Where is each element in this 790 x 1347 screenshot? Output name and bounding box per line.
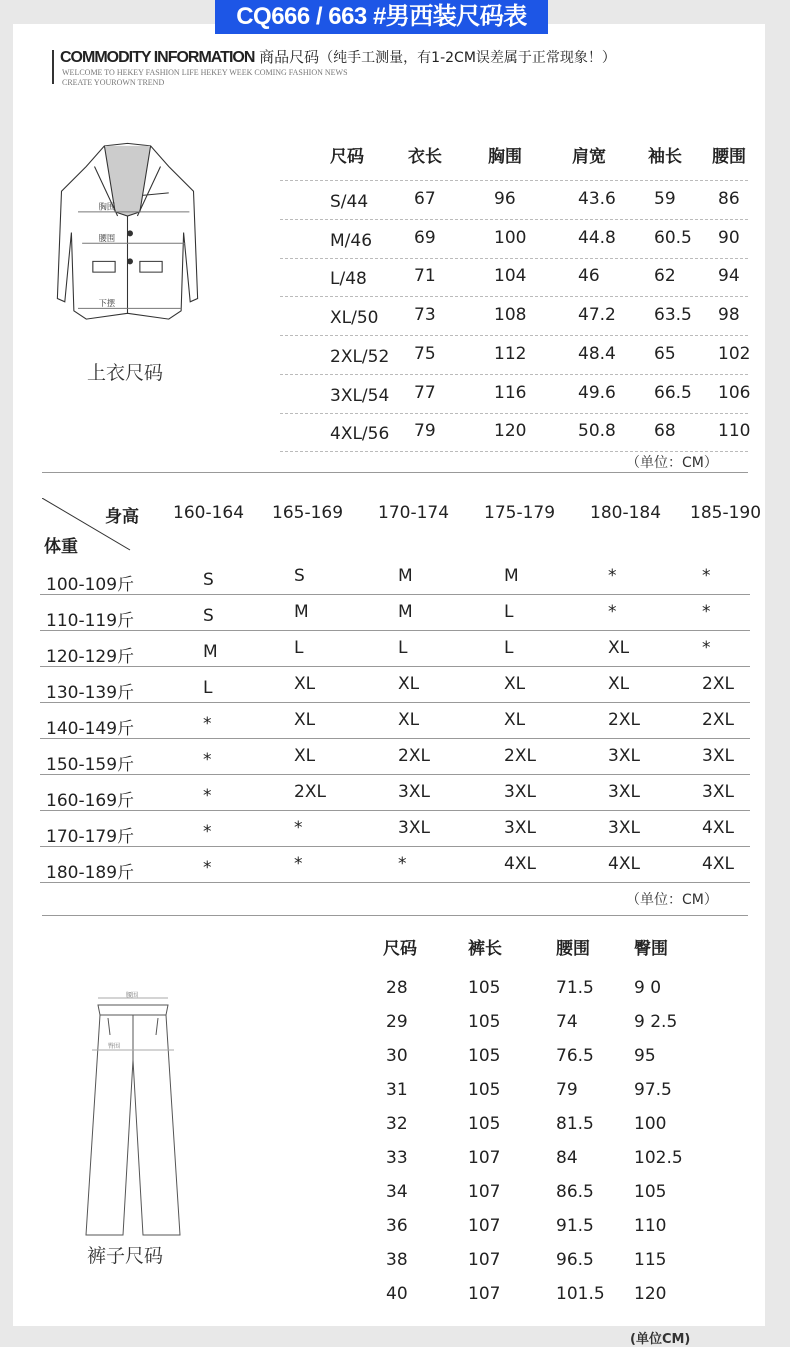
weight-range: 160-169斤: [46, 791, 135, 811]
jacket-caption: 上衣尺码: [87, 362, 164, 384]
table-cell: 4XL/56: [330, 424, 390, 445]
title-cn: 商品尺码: [259, 48, 320, 66]
table-cell: L/48: [330, 269, 367, 290]
size-cell: XL: [294, 674, 316, 694]
table-cell: 102.5: [634, 1148, 683, 1168]
size-cell: 3XL: [608, 818, 640, 838]
row-divider: [40, 882, 750, 883]
measure-note: （纯手工测量，有1-2CM误差属于正常现象！）: [319, 50, 616, 66]
size-cell: 2XL: [398, 746, 430, 766]
table-cell: 9 0: [634, 978, 662, 998]
table-cell: 31: [386, 1080, 408, 1100]
table-cell: 49.6: [578, 382, 616, 403]
size-cell: 3XL: [504, 818, 536, 838]
jacket-diagram: [45, 120, 210, 345]
table-cell: 48.4: [578, 343, 616, 364]
table-cell: 105: [468, 1114, 501, 1134]
chest-label: 胸围: [98, 201, 116, 212]
height-range: 160-164: [173, 503, 245, 523]
table-cell: 36: [386, 1216, 408, 1236]
size-cell: XL: [504, 710, 526, 730]
table-cell: XL/50: [330, 308, 379, 329]
table-cell: 96.5: [556, 1250, 594, 1270]
table-cell: 105: [468, 1046, 501, 1066]
table-cell: 105: [468, 1080, 501, 1100]
table-cell: S/44: [330, 192, 369, 212]
row-divider: [40, 630, 750, 631]
table-cell: 68: [654, 421, 676, 442]
weight-range: 170-179斤: [46, 827, 135, 847]
row-divider: [280, 413, 748, 414]
table-cell: 90: [718, 227, 740, 248]
size-cell: 3XL: [398, 782, 430, 802]
banner-title: CQ666 / 663 #男西装尺码表: [215, 0, 548, 34]
size-cell: 2XL: [294, 782, 326, 802]
table-cell: 69: [414, 227, 436, 248]
table-cell: 104: [494, 266, 527, 287]
size-cell: *: [608, 566, 617, 586]
table-cell: 101.5: [556, 1284, 605, 1304]
table-cell: 60.5: [654, 227, 692, 248]
size-cell: M: [203, 642, 218, 662]
size-cell: *: [702, 638, 711, 658]
table-cell: 96: [494, 189, 516, 209]
table-cell: 107: [468, 1250, 501, 1270]
table-cell: 86.5: [556, 1182, 594, 1202]
table-cell: 105: [468, 978, 501, 998]
column-header: 尺码: [383, 939, 417, 959]
size-cell: XL: [608, 674, 630, 694]
size-cell: *: [702, 566, 711, 586]
table-cell: 2XL/52: [330, 346, 390, 367]
table-cell: 44.8: [578, 227, 616, 248]
table-cell: 62: [654, 266, 676, 287]
table-cell: 116: [494, 382, 527, 403]
size-cell: *: [608, 602, 617, 622]
table-cell: 73: [414, 305, 436, 326]
table-cell: 84: [556, 1148, 578, 1168]
weight-range: 110-119斤: [46, 611, 135, 631]
height-range: 180-184: [590, 503, 662, 523]
table-cell: 32: [386, 1114, 408, 1134]
table-cell: 76.5: [556, 1046, 594, 1066]
table-cell: 100: [634, 1114, 667, 1134]
table-cell: 47.2: [578, 305, 616, 326]
hem-label: 下摆: [98, 297, 116, 308]
table-cell: 43.6: [578, 189, 616, 209]
table-cell: 105: [468, 1012, 501, 1032]
size-cell: 2XL: [504, 746, 536, 766]
pants-unit: (单位CM): [630, 1332, 691, 1347]
size-cell: *: [203, 714, 212, 734]
header-subtitle-1: WELCOME TO HEKEY FASHION LIFE HEKEY WEEK COMING FASHION NEWS: [62, 68, 348, 77]
table-cell: 98: [718, 305, 740, 326]
size-cell: M: [398, 602, 413, 622]
weight-range: 150-159斤: [46, 755, 135, 775]
size-cell: L: [294, 638, 304, 658]
row-divider: [280, 219, 748, 220]
size-cell: L: [203, 678, 213, 698]
pants-diagram: [78, 990, 188, 1240]
row-divider: [280, 335, 748, 336]
jacket-unit: （单位：CM）: [626, 455, 718, 471]
table-cell: M/46: [330, 230, 373, 251]
row-divider: [40, 774, 750, 775]
height-range: 175-179: [484, 503, 556, 523]
row-divider: [40, 738, 750, 739]
size-cell: 3XL: [398, 818, 430, 838]
size-cell: M: [398, 566, 413, 586]
size-cell: M: [294, 602, 309, 622]
table-cell: 33: [386, 1148, 408, 1168]
table-cell: 108: [494, 305, 527, 326]
table-cell: 106: [718, 382, 751, 403]
table-cell: 29: [386, 1012, 408, 1032]
table-cell: 112: [494, 343, 527, 364]
table-cell: 75: [414, 343, 436, 364]
column-header: 臀围: [634, 939, 668, 959]
size-cell: 3XL: [504, 782, 536, 802]
table-cell: 86: [718, 189, 740, 209]
table-cell: 107: [468, 1182, 501, 1202]
row-divider: [40, 846, 750, 847]
size-cell: 3XL: [702, 782, 734, 802]
size-cell: L: [398, 638, 408, 658]
size-cell: 4XL: [608, 854, 640, 874]
pants-hip-label: 臀围: [108, 1043, 121, 1050]
table-cell: 97.5: [634, 1080, 672, 1100]
size-cell: 3XL: [702, 746, 734, 766]
column-header: 腰围: [712, 147, 746, 167]
row-divider: [40, 594, 750, 595]
diagonal-divider: [42, 498, 134, 552]
size-cell: 2XL: [702, 674, 734, 694]
table-cell: 100: [494, 227, 527, 248]
row-divider: [280, 258, 748, 259]
size-cell: XL: [608, 638, 630, 658]
row-divider: [40, 810, 750, 811]
header-subtitle-2: CREATE YOUROWN TREND: [62, 78, 165, 87]
table-cell: 105: [634, 1182, 667, 1202]
size-cell: 4XL: [702, 818, 734, 838]
row-divider: [280, 180, 748, 181]
table-cell: 95: [634, 1046, 656, 1066]
size-cell: L: [504, 638, 514, 658]
header-bar: [52, 50, 54, 84]
row-divider: [40, 666, 750, 667]
size-cell: *: [294, 818, 303, 838]
table-cell: 71.5: [556, 978, 594, 998]
column-header: 尺码: [330, 147, 364, 167]
weight-range: 130-139斤: [46, 683, 135, 703]
title-en: COMMODITY INFORMATION: [60, 49, 255, 66]
table-cell: 71: [414, 266, 436, 287]
waist-label: 腰围: [98, 232, 116, 243]
weight-range: 100-109斤: [46, 575, 135, 595]
pants-waist-label: 腰围: [126, 992, 139, 999]
row-divider: [280, 374, 748, 375]
height-label: 身高: [105, 507, 139, 527]
table-cell: 102: [718, 343, 751, 364]
weight-range: 140-149斤: [46, 719, 135, 739]
column-header: 裤长: [468, 939, 502, 959]
table-cell: 34: [386, 1182, 408, 1202]
pants-caption: 裤子尺码: [87, 1245, 164, 1267]
table-cell: 120: [494, 421, 527, 442]
table-cell: 77: [414, 382, 436, 403]
row-divider: [280, 296, 748, 297]
table-cell: 120: [634, 1284, 667, 1304]
table-cell: 67: [414, 189, 436, 209]
size-cell: M: [504, 566, 519, 586]
row-divider: [40, 702, 750, 703]
size-cell: XL: [398, 710, 420, 730]
header-title: [60, 46, 616, 67]
size-cell: L: [504, 602, 514, 622]
table-cell: 107: [468, 1216, 501, 1236]
table-cell: 3XL/54: [330, 385, 390, 406]
size-cell: XL: [294, 710, 316, 730]
size-cell: *: [398, 854, 407, 874]
table-cell: 91.5: [556, 1216, 594, 1236]
column-header: 肩宽: [572, 147, 606, 167]
table-cell: 59: [654, 189, 676, 209]
size-cell: *: [294, 854, 303, 874]
size-cell: 4XL: [702, 854, 734, 874]
table-cell: 66.5: [654, 382, 692, 403]
table-cell: 107: [468, 1148, 501, 1168]
height-range: 170-174: [378, 503, 450, 523]
size-cell: *: [203, 786, 212, 806]
size-cell: 4XL: [504, 854, 536, 874]
size-cell: XL: [398, 674, 420, 694]
size-cell: S: [203, 570, 214, 590]
column-header: 胸围: [488, 147, 522, 167]
table-cell: 110: [718, 421, 751, 442]
table-cell: 38: [386, 1250, 408, 1270]
table-cell: 40: [386, 1284, 408, 1304]
table-cell: 115: [634, 1250, 667, 1270]
table-cell: 28: [386, 978, 408, 998]
weight-label: 体重: [44, 537, 78, 557]
size-cell: 3XL: [608, 782, 640, 802]
table-cell: 74: [556, 1012, 578, 1032]
table-cell: 30: [386, 1046, 408, 1066]
weight-range: 180-189斤: [46, 863, 135, 883]
height-range: 185-190: [690, 503, 762, 523]
table-cell: 63.5: [654, 305, 692, 326]
table-cell: 79: [414, 421, 436, 442]
table-cell: 9 2.5: [634, 1012, 678, 1032]
table-cell: 79: [556, 1080, 578, 1100]
height-range: 165-169: [272, 503, 344, 523]
size-cell: *: [702, 602, 711, 622]
size-cell: *: [203, 858, 212, 878]
size-cell: S: [294, 566, 305, 586]
column-header: 衣长: [408, 147, 442, 167]
table-cell: 110: [634, 1216, 667, 1236]
column-header: 袖长: [648, 147, 682, 167]
table-cell: 81.5: [556, 1114, 594, 1134]
table-cell: 65: [654, 343, 676, 364]
column-header: 腰围: [556, 939, 590, 959]
fit-unit: （单位：CM）: [626, 892, 718, 908]
size-cell: 2XL: [608, 710, 640, 730]
table-cell: 50.8: [578, 421, 616, 442]
table-cell: 94: [718, 266, 740, 287]
table-cell: 46: [578, 266, 600, 287]
size-cell: XL: [504, 674, 526, 694]
size-cell: 2XL: [702, 710, 734, 730]
size-cell: XL: [294, 746, 316, 766]
table-cell: 107: [468, 1284, 501, 1304]
size-cell: S: [203, 606, 214, 626]
size-cell: *: [203, 750, 212, 770]
size-cell: 3XL: [608, 746, 640, 766]
size-cell: *: [203, 822, 212, 842]
weight-range: 120-129斤: [46, 647, 135, 667]
